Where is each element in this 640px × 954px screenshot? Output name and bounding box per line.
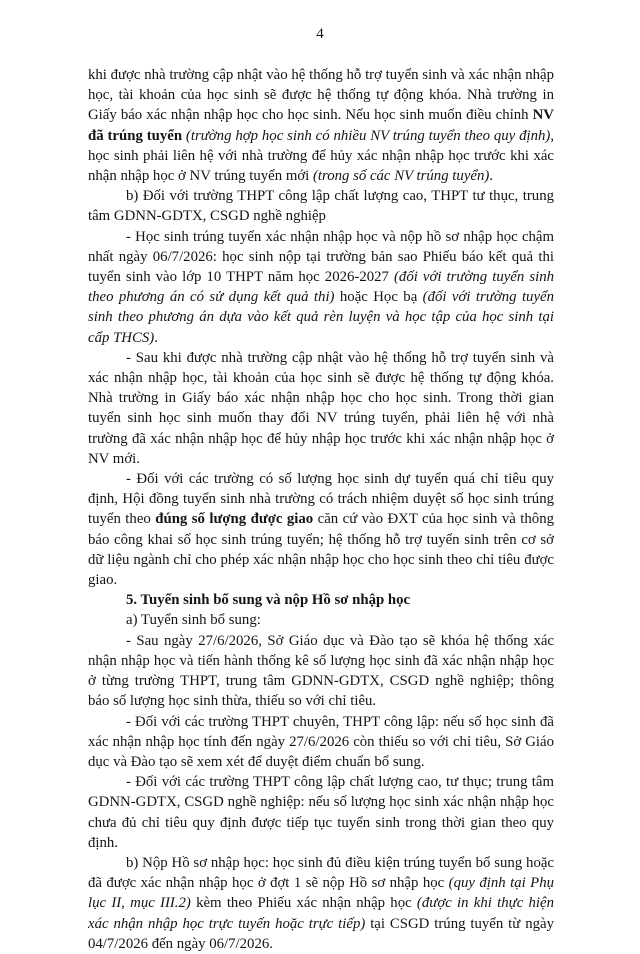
paragraph-continuation xyxy=(88,65,554,186)
text-run: - Học sinh trúng tuyển xác nhận nhập học và nộp hồ sơ nhập học chậm nhất ngày 06/7/2026: học sinh nộp tại trường bản sao Phiếu báo kết quả thi tuyển sinh vào lớp 10 THPT năm học 2026-2027 xyxy=(88,228,554,286)
text-run: (trong số các NV trúng tuyển) xyxy=(312,168,490,185)
text-run: (quy định tại Phụ lục II, mục III.2) xyxy=(88,875,555,912)
text-run: (được in khi thực hiện xác nhận nhập học trực tuyến hoặc trực tiếp) xyxy=(88,895,554,932)
text-run: - Đối với các trường THPT chuyên, THPT công lập: nếu số học sinh đã xác nhận nhập học tính đến ngày 27/6/2026 còn thiếu so với chỉ tiêu, Sở Giáo dục và Đào tạo sẽ xem xét để duyệt điểm chuẩn bổ sung. xyxy=(88,713,554,770)
text-run: - Đối với các trường có số lượng học sinh dự tuyển quá chỉ tiêu quy định, Hội đồng tuyển sinh nhà trường có trách nhiệm duyệt số học sinh trúng tuyển theo xyxy=(88,471,554,528)
text-run: b) Đối với trường THPT công lập chất lượng cao, THPT tư thục, trung tâm GDNN-GDTX, CSGD nghề nghiệp xyxy=(88,188,554,225)
section-heading-5 xyxy=(88,590,554,610)
paragraph-dash-5 xyxy=(88,712,554,773)
text-run: (đối với trường tuyển sinh theo phương án có sử dụng kết quả thi) xyxy=(88,269,554,306)
text-run: đúng số lượng được giao xyxy=(155,511,314,528)
text-run: (trường hợp học sinh có nhiều NV trúng tuyển theo quy định) xyxy=(185,127,551,144)
document-body xyxy=(88,65,554,954)
text-run: hoặc Học bạ xyxy=(334,289,423,306)
text-run: b) Nộp Hồ sơ nhập học: học sinh đủ điều kiện trúng tuyển bổ sung hoặc đã được xác nhận nhập học ở đợt 1 sẽ nộp Hồ sơ nhập học xyxy=(88,854,554,892)
paragraph-item-a xyxy=(88,610,554,630)
paragraph-item-b xyxy=(88,186,554,226)
paragraph-item-b2 xyxy=(88,853,554,954)
paragraph-dash-6 xyxy=(88,772,554,853)
paragraph-dash-3 xyxy=(88,469,554,590)
text-run: . xyxy=(154,329,158,346)
text-run: , học sinh phải liên hệ với nhà trường để hủy xác nhận nhập học trước khi xác nhận nhập học ở NV trúng tuyển mới xyxy=(88,127,555,185)
text-run: 5. Tuyển sinh bổ sung và nộp Hồ sơ nhập học xyxy=(126,592,411,609)
text-run: khi được nhà trường cập nhật vào hệ thống hỗ trợ tuyển sinh và xác nhận nhập học, tài khoản của học sinh sẽ được hệ thống tự động khóa. Nhà trường in Giấy báo xác nhận nhập học cho học sinh. Nếu học sinh muốn điều chỉnh xyxy=(88,67,554,124)
paragraph-dash-4 xyxy=(88,631,554,712)
text-run: - Đối với các trường THPT công lập chất lượng cao, tư thục; trung tâm GDNN-GDTX, CSGD nghề nghiệp: nếu số lượng học sinh xác nhận nhập học chưa đủ chỉ tiêu quy định được tiếp tục tuyển sinh trong thời gian theo quy định. xyxy=(88,774,554,851)
text-run: - Sau ngày 27/6/2026, Sở Giáo dục và Đào tạo sẽ khóa hệ thống xác nhận nhập học và tiến hành thống kê số lượng học sinh đã xác nhận nhập học ở từng trường THPT, trung tâm GDNN-GDTX, CSGD nghề nghiệp; thông báo số lượng học sinh thừa, thiếu so với chỉ tiêu. xyxy=(88,632,554,710)
paragraph-dash-2 xyxy=(88,348,554,469)
text-run: NV đã trúng tuyển xyxy=(88,107,554,144)
text-run: căn cứ vào ĐXT của học sinh và thông báo công khai số học sinh trúng tuyển; hệ thống hỗ trợ tuyển sinh trên cơ sở dữ liệu ngành chỉ cho phép xác nhận nhập học cho học sinh theo chỉ tiêu được giao. xyxy=(88,511,555,589)
paragraph-dash-1 xyxy=(88,227,554,348)
text-run: kèm theo Phiếu xác nhận nhập học xyxy=(190,895,417,912)
text-run: a) Tuyển sinh bổ sung: xyxy=(126,612,261,629)
text-run: . xyxy=(489,168,493,185)
page-number: 4 xyxy=(316,26,324,42)
text-run: - Sau khi được nhà trường cập nhật vào hệ thống hỗ trợ tuyển sinh và xác nhận nhập học, tài khoản của học sinh sẽ được hệ thống tự động khóa. Nhà trường in Giấy báo xác nhận nhập học cho học sinh. Trong thời gian tuyển sinh học sinh muốn thay đổi NV trúng tuyển, phải liên hệ với nhà trường đã xác nhận nhập học để hủy nhập học trước khi xác nhận nhập học ở NV mới. xyxy=(88,349,554,467)
text-run: tại CSGD trúng tuyển từ ngày 04/7/2026 đến ngày 06/7/2026. xyxy=(88,915,554,952)
text-run: (đối với trường tuyển sinh theo phương án dựa vào kết quả rèn luyện và học tập của học sinh tại cấp THCS) xyxy=(88,289,554,346)
